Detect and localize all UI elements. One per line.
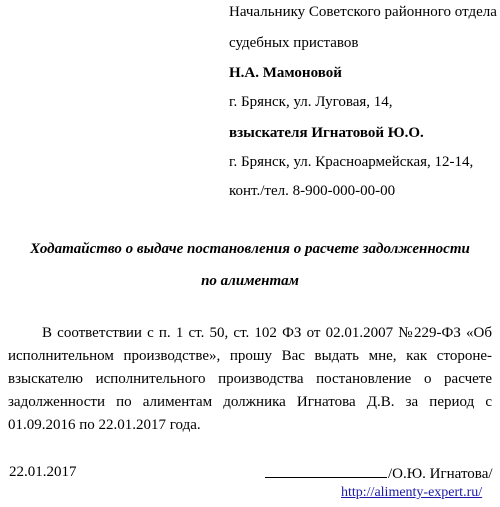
header-contact: конт./тел. 8-900-000-00-00 <box>229 183 396 199</box>
signature-block <box>265 463 493 483</box>
header-addressee-address: г. Брянск, ул. Луговая, 14, <box>229 94 393 110</box>
signature-line <box>265 463 387 478</box>
document-date: 22.01.2017 <box>9 464 77 480</box>
header-addressee-name: Н.А. Мамоновой <box>229 65 342 81</box>
document-title-line1: Ходатайство о выдаче постановления о расчете задолженности <box>30 241 470 257</box>
header-sender-name: взыскателя Игнатовой Ю.О. <box>229 125 424 141</box>
signature-name: /О.Ю. Игнатова/ <box>388 466 493 482</box>
source-link[interactable]: http://alimenty-expert.ru/ <box>341 485 483 500</box>
header-recipient-line1: Начальнику Советского районного отдела <box>229 4 497 20</box>
document-title-line2: по алиментам <box>201 273 299 289</box>
header-recipient-line2: судебных приставов <box>229 35 359 51</box>
header-sender-address: г. Брянск, ул. Красноармейская, 12-14, <box>229 154 474 170</box>
body-paragraph: В соответствии с п. 1 ст. 50, ст. 102 ФЗ от 02.01.2007 №229-ФЗ «Об исполнительном производстве», прошу Вас выдать мне, как стороне-взыскателю исполнительного производства постановление о расчете задолженности по алиментам должника Игнатова Д.В. за период с 01.09.2016 по 22.01.2017 года. <box>8 325 492 433</box>
